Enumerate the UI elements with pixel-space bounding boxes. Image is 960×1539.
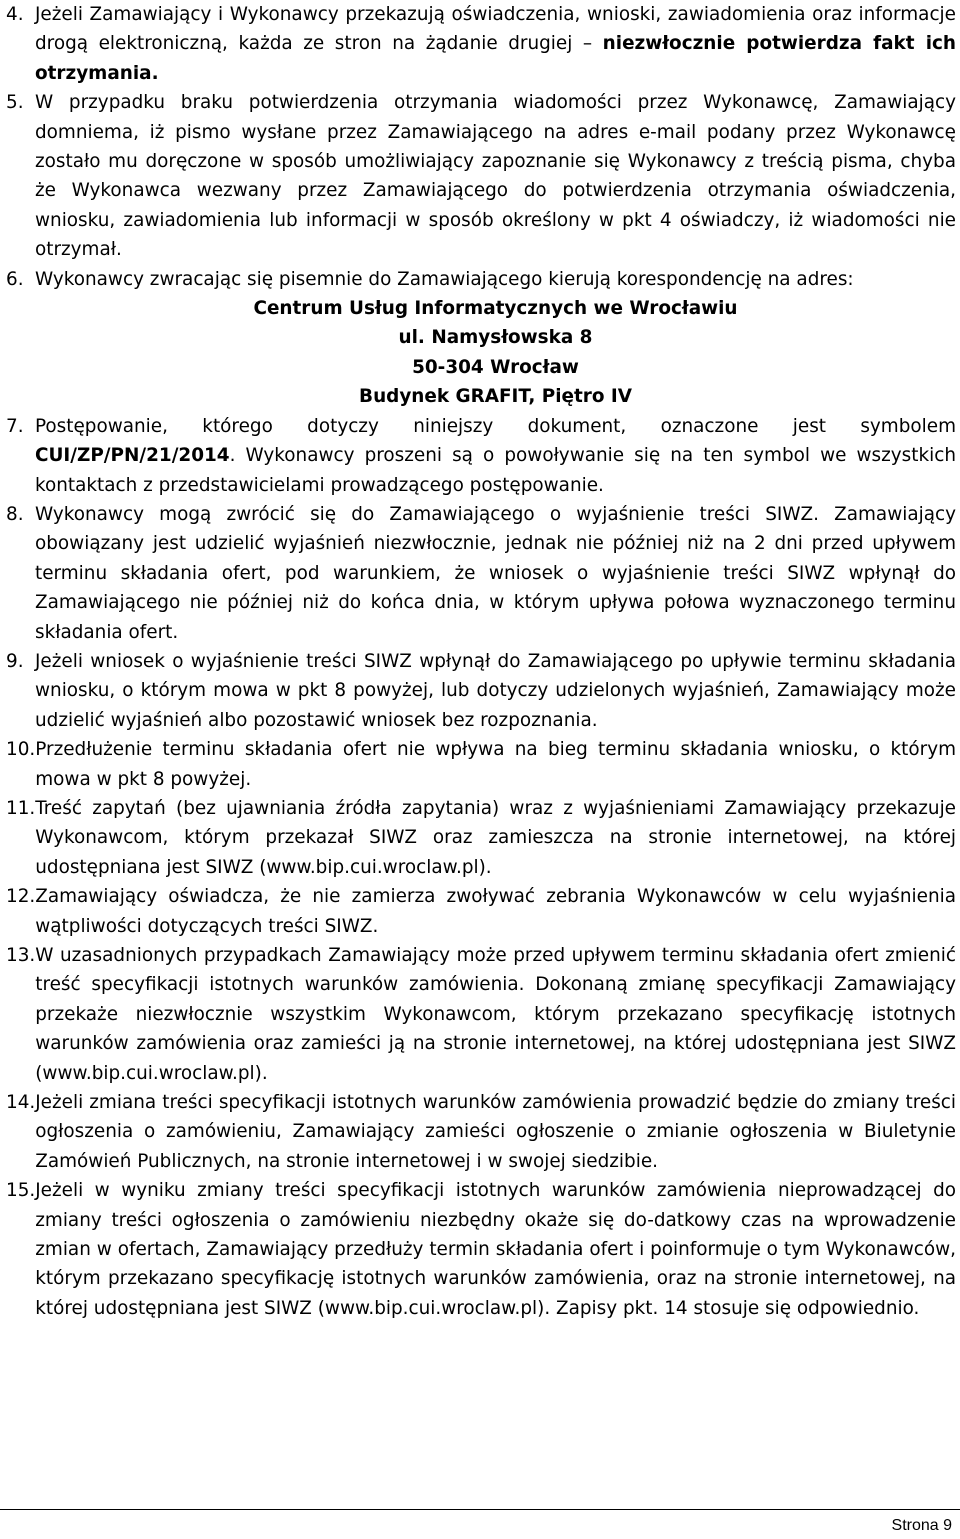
symbol-code: CUI/ZP/PN/21/2014 [35,445,230,467]
item-text-span: . Wykonawcy proszeni są o powoływanie się na ten symbol we wszystkich kontaktach z przedstawicielami prowadzącego postępowanie. [35,445,956,496]
footer-divider [0,1509,960,1510]
list-item [6,265,956,294]
item-text-bold: niezwłocznie potwierdza fakt ich otrzymania. [35,33,956,84]
item-text: W uzasadnionych przypadkach Zamawiający może przed upływem terminu składania ofert zmienić treść specyfikacji istotnych warunków zamówienia. Dokonaną zmianę specyfikacji Zamawiający przekaże niezwłocznie wszystkim Wykonawcom, którym przekazano specyfikację istotnych warunków zamówienia oraz zamieści ją na stronie internetowej, na której udostępniana jest SIWZ (www.bip.cui.wroclaw.pl). [35,945,956,1084]
list-item [6,1088,956,1176]
item-number: 8. [6,503,24,525]
item-number: 4. [6,4,24,25]
item-number: 5. [6,92,24,114]
address-line: Budynek GRAFIT, Piętro IV [359,386,632,408]
item-text: Jeżeli w wyniku zmiany treści specyfikacji istotnych warunków zamówienia nieprowadzącej do zmiany treści ogłoszenia o zamówieniu niezbędny okaże się do-datkowy czas na wprowadzenie zmian w ofertach, Zamawiający przedłuży termin składania ofert i poinformuje o tym Wykonawców, którym przekazano specyfikację istotnych warunków zamówienia, oraz na stronie internetowej, na której udostępniana jest SIWZ (www.bip.cui.wroclaw.pl). Zapisy pkt. 14 stosuje się odpowiednio. [35,1180,956,1319]
item-number: 12. [6,886,36,908]
list-item [6,0,956,88]
address-block [6,294,956,412]
page-number: Strona 9 [891,1517,952,1534]
item-text: Jeżeli zmiana treści specyfikacji istotnych warunków zamówienia prowadzić będzie do zmiany treści ogłoszenia o zamówieniu, Zamawiający zamieści ogłoszenie o zmianie ogłoszenia w Biuletynie Zamówień Publicznych, na stronie internetowej i w swojej siedzibie. [35,1092,956,1172]
item-text: Jeżeli wniosek o wyjaśnienie treści SIWZ wpłynął do Zamawiającego po upływie terminu składania wniosku, o którym mowa w pkt 8 powyżej, lub dotyczy udzielonych wyjaśnień, Zamawiający może udzielić wyjaśnień albo pozostawić wniosek bez rozpoznania. [35,650,956,731]
item-number: 10. [6,739,36,761]
item-text: W przypadku braku potwierdzenia otrzymania wiadomości przez Wykonawcę, Zamawiający domniema, iż pismo wysłane przez Zamawiającego na adres e-mail podany przez Wykonawcę zostało mu doręczone w sposób umożliwiający zapoznanie się Wykonawcy z treścią pisma, chyba że Wykonawca wezwany przez Zamawiającego do potwierdzenia otrzymania oświadczenia, wniosku, zawiadomienia lub informacji w sposób określony w pkt 4 oświadczy, iż wiadomości nie otrzymał. [35,92,956,261]
list-item [6,882,956,941]
list-item [6,941,956,1088]
item-number: 9. [6,650,24,672]
address-line: Centrum Usług Informatycznych we Wrocławiu [253,298,738,320]
item-number: 15. [6,1180,36,1202]
item-text: Treść zapytań (bez ujawniania źródła zapytania) wraz z wyjaśnieniami Zamawiający przekazuje Wykonawcom, którym przekazał SIWZ oraz zamieszcza na stronie internetowej, na której udostępniana jest SIWZ (www.bip.cui.wroclaw.pl). [35,797,956,878]
list-item [6,1176,956,1323]
item-text [35,412,956,500]
list-item [6,647,956,735]
item-text: Przedłużenie terminu składania ofert nie wpływa na bieg terminu składania wniosku, o którym mowa w pkt 8 powyżej. [35,739,956,790]
item-text-span: Postępowanie, którego dotyczy niniejszy dokument, oznaczone jest symbolem [35,415,956,437]
item-number: 13. [6,945,36,966]
item-text: Wykonawcy mogą zwrócić się do Zamawiającego o wyjaśnienie treści SIWZ. Zamawiający obowiązany jest udzielić wyjaśnień niezwłocznie, jednak nie później niż na 2 dni przed upływem terminu składania ofert, pod warunkiem, że wniosek o wyjaśnienie treści SIWZ wpłynął do Zamawiającego nie później niż do końca dnia, w którym upływa połowa wyznaczonego terminu składania ofert. [35,503,956,643]
list-item [6,794,956,882]
item-text: Zamawiający oświadcza, że nie zamierza zwoływać zebrania Wykonawców w celu wyjaśnienia wątpliwości dotyczących treści SIWZ. [35,886,956,937]
list-item [6,735,956,794]
item-number: 7. [6,415,24,437]
item-text: Wykonawcy zwracając się pisemnie do Zamawiającego kierują korespondencję na adres: [35,268,854,290]
item-number: 14. [6,1092,36,1114]
list-item [6,88,956,264]
document-body [6,0,956,1323]
list-item [6,500,956,647]
address-line: ul. Namysłowska 8 [398,327,593,349]
item-text-span: Jeżeli Zamawiający i Wykonawcy przekazują oświadczenia, wnioski, zawiadomienia oraz informacje drogą elektroniczną, każda ze stron na żądanie drugiej – [35,4,956,55]
item-text [35,0,956,88]
item-number: 6. [6,268,24,290]
item-number: 11. [6,797,36,819]
address-line: 50-304 Wrocław [412,356,579,378]
list-item [6,412,956,500]
